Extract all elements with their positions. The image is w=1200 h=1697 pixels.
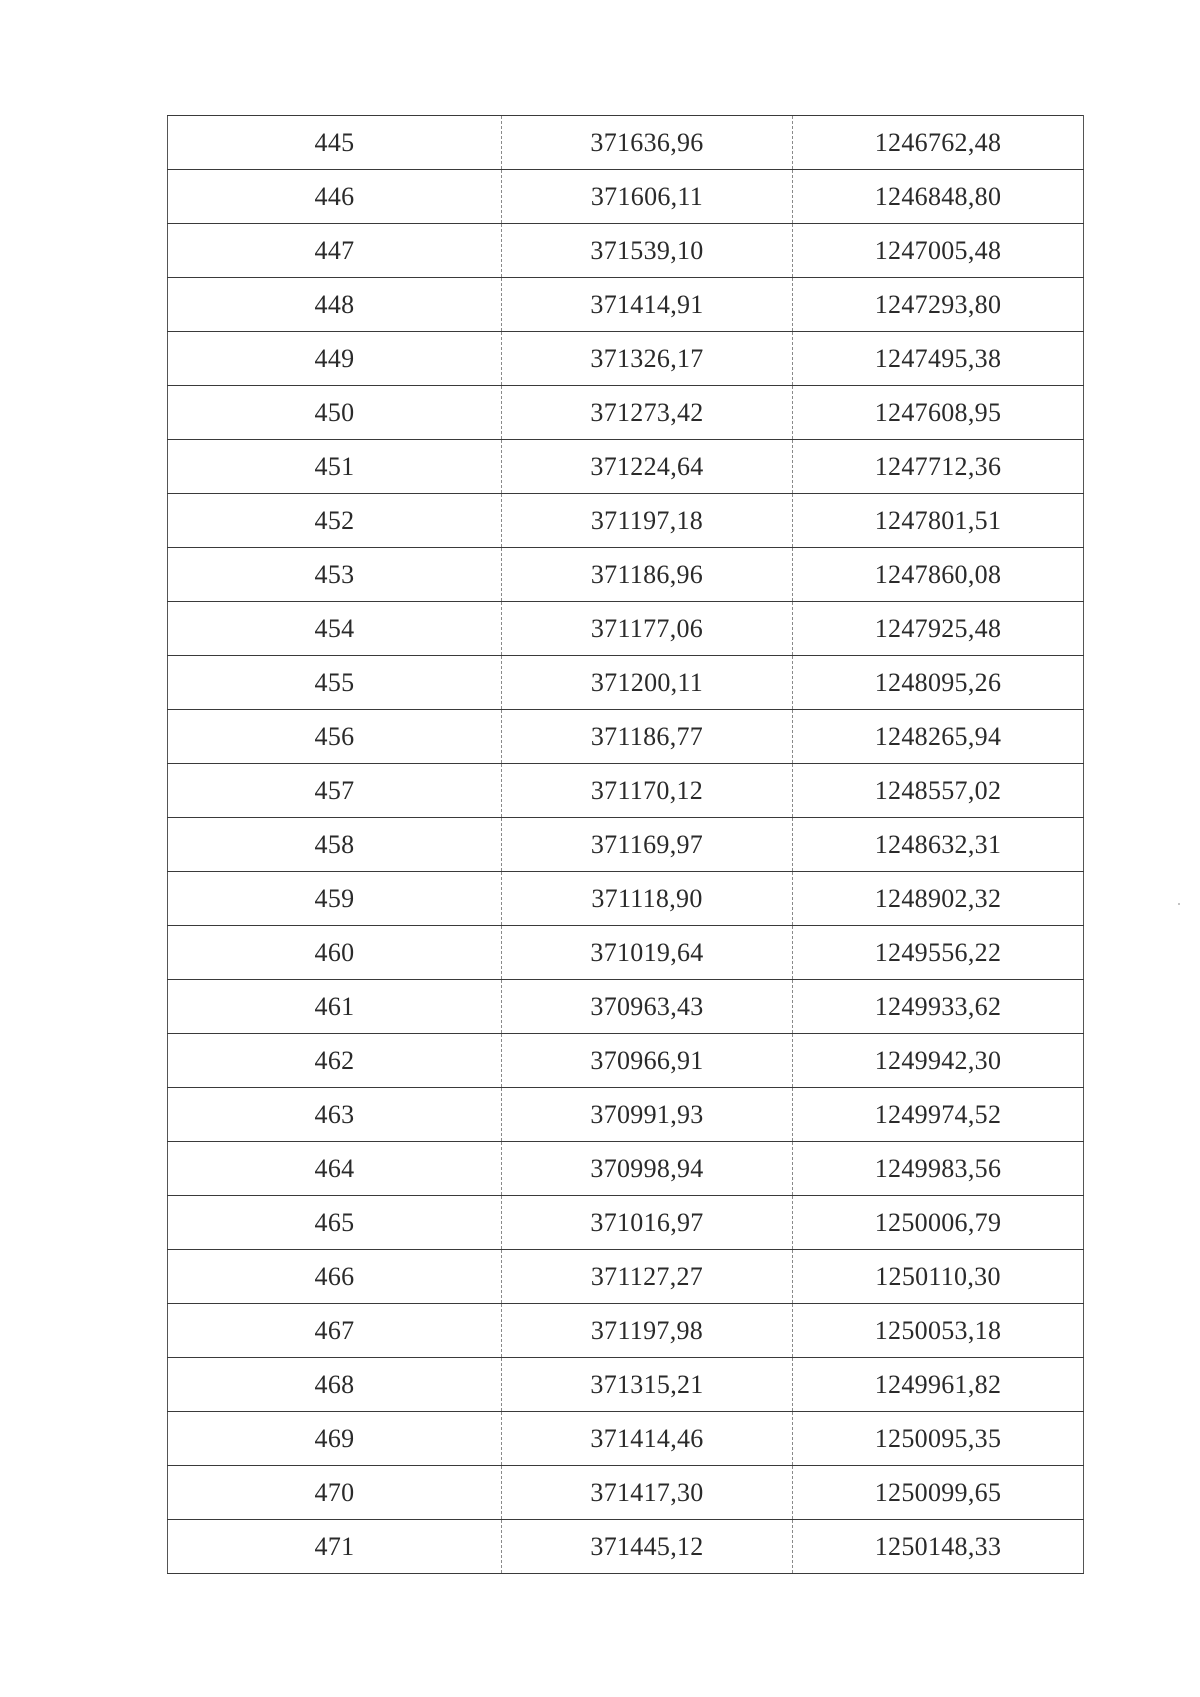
y-coordinate-cell: 1247293,80: [793, 278, 1084, 332]
y-coordinate-cell: 1250099,65: [793, 1466, 1084, 1520]
point-number-cell: 468: [168, 1358, 502, 1412]
table-row: [168, 818, 1084, 872]
point-number-cell: 455: [168, 656, 502, 710]
y-coordinate-cell: 1249983,56: [793, 1142, 1084, 1196]
point-number-cell: 459: [168, 872, 502, 926]
x-coordinate-cell: 371118,90: [502, 872, 793, 926]
x-coordinate-cell: 371606,11: [502, 170, 793, 224]
x-coordinate-cell: 371414,91: [502, 278, 793, 332]
y-coordinate-cell: 1248265,94: [793, 710, 1084, 764]
table-row: [168, 980, 1084, 1034]
table-row: [168, 332, 1084, 386]
point-number-cell: 446: [168, 170, 502, 224]
y-coordinate-cell: 1246848,80: [793, 170, 1084, 224]
table-row: [168, 116, 1084, 170]
x-coordinate-cell: 371169,97: [502, 818, 793, 872]
point-number-cell: 462: [168, 1034, 502, 1088]
scan-speck: [1178, 903, 1180, 905]
x-coordinate-cell: 370966,91: [502, 1034, 793, 1088]
x-coordinate-cell: 371186,96: [502, 548, 793, 602]
y-coordinate-cell: 1247495,38: [793, 332, 1084, 386]
x-coordinate-cell: 371539,10: [502, 224, 793, 278]
y-coordinate-cell: 1248095,26: [793, 656, 1084, 710]
y-coordinate-cell: 1249933,62: [793, 980, 1084, 1034]
point-number-cell: 469: [168, 1412, 502, 1466]
point-number-cell: 460: [168, 926, 502, 980]
table-row: [168, 1142, 1084, 1196]
x-coordinate-cell: 371177,06: [502, 602, 793, 656]
x-coordinate-cell: 371127,27: [502, 1250, 793, 1304]
table-row: [168, 1196, 1084, 1250]
table-row: [168, 1250, 1084, 1304]
point-number-cell: 450: [168, 386, 502, 440]
coordinates-table: [167, 115, 1084, 1574]
point-number-cell: 463: [168, 1088, 502, 1142]
y-coordinate-cell: 1248902,32: [793, 872, 1084, 926]
x-coordinate-cell: 371417,30: [502, 1466, 793, 1520]
y-coordinate-cell: 1247860,08: [793, 548, 1084, 602]
x-coordinate-cell: 371197,18: [502, 494, 793, 548]
x-coordinate-cell: 371200,11: [502, 656, 793, 710]
y-coordinate-cell: 1248632,31: [793, 818, 1084, 872]
y-coordinate-cell: 1250006,79: [793, 1196, 1084, 1250]
x-coordinate-cell: 371186,77: [502, 710, 793, 764]
table-row: [168, 1034, 1084, 1088]
point-number-cell: 470: [168, 1466, 502, 1520]
table-row: [168, 224, 1084, 278]
y-coordinate-cell: 1249974,52: [793, 1088, 1084, 1142]
y-coordinate-cell: 1250148,33: [793, 1520, 1084, 1574]
y-coordinate-cell: 1249961,82: [793, 1358, 1084, 1412]
table-row: [168, 1412, 1084, 1466]
point-number-cell: 456: [168, 710, 502, 764]
table-row: [168, 1358, 1084, 1412]
table-row: [168, 494, 1084, 548]
x-coordinate-cell: 371315,21: [502, 1358, 793, 1412]
point-number-cell: 471: [168, 1520, 502, 1574]
x-coordinate-cell: 371445,12: [502, 1520, 793, 1574]
table-row: [168, 710, 1084, 764]
y-coordinate-cell: 1250110,30: [793, 1250, 1084, 1304]
table-row: [168, 872, 1084, 926]
point-number-cell: 449: [168, 332, 502, 386]
point-number-cell: 465: [168, 1196, 502, 1250]
point-number-cell: 457: [168, 764, 502, 818]
table-row: [168, 386, 1084, 440]
point-number-cell: 451: [168, 440, 502, 494]
x-coordinate-cell: 371273,42: [502, 386, 793, 440]
y-coordinate-cell: 1249556,22: [793, 926, 1084, 980]
x-coordinate-cell: 370991,93: [502, 1088, 793, 1142]
point-number-cell: 458: [168, 818, 502, 872]
y-coordinate-cell: 1247801,51: [793, 494, 1084, 548]
table-row: [168, 278, 1084, 332]
point-number-cell: 448: [168, 278, 502, 332]
point-number-cell: 467: [168, 1304, 502, 1358]
table-row: [168, 1520, 1084, 1574]
x-coordinate-cell: 371326,17: [502, 332, 793, 386]
coordinates-table-body: [168, 116, 1084, 1574]
y-coordinate-cell: 1247005,48: [793, 224, 1084, 278]
point-number-cell: 454: [168, 602, 502, 656]
table-row: [168, 1304, 1084, 1358]
table-row: [168, 1088, 1084, 1142]
table-row: [168, 764, 1084, 818]
point-number-cell: 452: [168, 494, 502, 548]
point-number-cell: 447: [168, 224, 502, 278]
x-coordinate-cell: 371197,98: [502, 1304, 793, 1358]
point-number-cell: 464: [168, 1142, 502, 1196]
x-coordinate-cell: 371224,64: [502, 440, 793, 494]
y-coordinate-cell: 1246762,48: [793, 116, 1084, 170]
x-coordinate-cell: 371170,12: [502, 764, 793, 818]
x-coordinate-cell: 371016,97: [502, 1196, 793, 1250]
y-coordinate-cell: 1248557,02: [793, 764, 1084, 818]
y-coordinate-cell: 1247925,48: [793, 602, 1084, 656]
y-coordinate-cell: 1247712,36: [793, 440, 1084, 494]
y-coordinate-cell: 1250095,35: [793, 1412, 1084, 1466]
table-row: [168, 1466, 1084, 1520]
point-number-cell: 466: [168, 1250, 502, 1304]
x-coordinate-cell: 370963,43: [502, 980, 793, 1034]
y-coordinate-cell: 1247608,95: [793, 386, 1084, 440]
table-row: [168, 656, 1084, 710]
x-coordinate-cell: 371636,96: [502, 116, 793, 170]
table-row: [168, 170, 1084, 224]
y-coordinate-cell: 1249942,30: [793, 1034, 1084, 1088]
table-row: [168, 548, 1084, 602]
point-number-cell: 453: [168, 548, 502, 602]
x-coordinate-cell: 371019,64: [502, 926, 793, 980]
x-coordinate-cell: 370998,94: [502, 1142, 793, 1196]
y-coordinate-cell: 1250053,18: [793, 1304, 1084, 1358]
table-row: [168, 926, 1084, 980]
point-number-cell: 445: [168, 116, 502, 170]
point-number-cell: 461: [168, 980, 502, 1034]
table-row: [168, 602, 1084, 656]
table-row: [168, 440, 1084, 494]
x-coordinate-cell: 371414,46: [502, 1412, 793, 1466]
